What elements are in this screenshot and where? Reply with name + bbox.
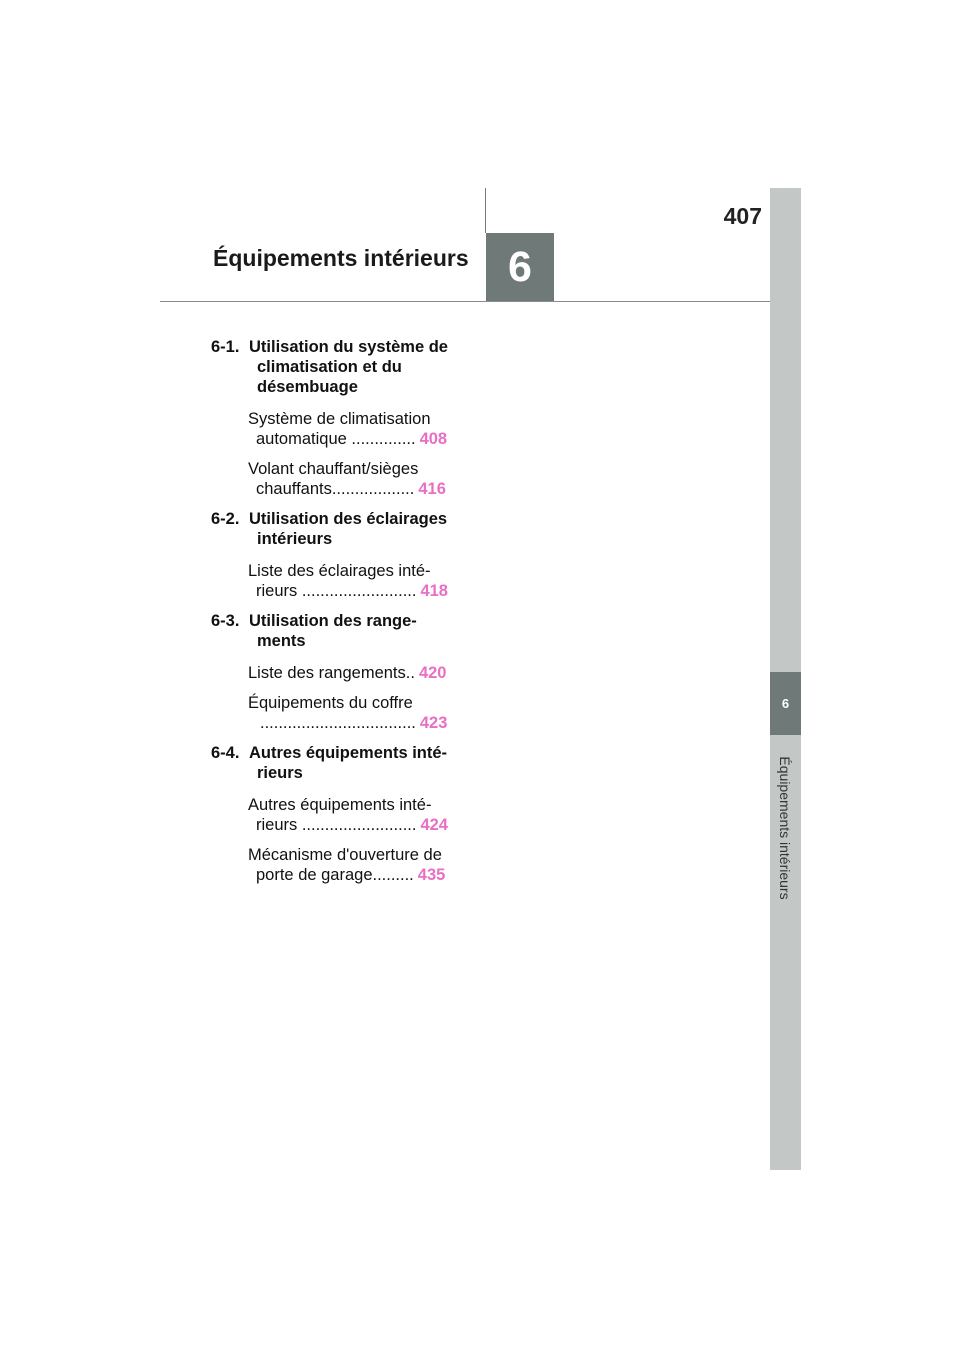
entry-page-link[interactable]: 435 xyxy=(417,866,446,884)
side-tab-label: Équipements intérieurs xyxy=(777,756,793,900)
toc-section-6-2 xyxy=(211,509,463,549)
toc-entry[interactable] xyxy=(211,845,463,885)
toc-section-6-3 xyxy=(211,611,463,651)
entry-page-link[interactable]: 418 xyxy=(420,582,448,600)
entry-leader: chauffants.................. xyxy=(256,480,415,498)
section-number: 6-3. xyxy=(211,612,240,630)
section-number: 6-4. xyxy=(211,744,240,762)
chapter-title: Équipements intérieurs xyxy=(213,245,469,271)
entry-title: Liste des rangements.. xyxy=(248,664,415,682)
page-number: 407 xyxy=(723,203,762,229)
toc-entry[interactable] xyxy=(211,459,463,499)
section-title: Utilisation des range- ments xyxy=(249,612,417,650)
toc-entry[interactable] xyxy=(211,693,463,733)
section-title: Autres équipements inté- rieurs xyxy=(249,744,448,782)
header-vertical-rule xyxy=(485,188,486,233)
entry-title: Liste des éclairages inté- xyxy=(248,562,431,580)
entry-page-link[interactable]: 424 xyxy=(420,816,448,834)
entry-leader: rieurs ......................... xyxy=(256,816,417,834)
entry-page-link[interactable]: 420 xyxy=(418,664,447,682)
chapter-number-badge: 6 xyxy=(486,233,554,301)
section-number: 6-1. xyxy=(211,338,240,356)
toc-entry[interactable] xyxy=(211,663,463,683)
header-rule xyxy=(160,301,770,302)
section-number: 6-2. xyxy=(211,510,240,528)
entry-page-link[interactable]: 423 xyxy=(419,714,448,732)
toc-section-6-4 xyxy=(211,743,463,783)
entry-leader: porte de garage......... xyxy=(256,866,414,884)
toc-entry[interactable] xyxy=(211,795,463,835)
toc-entry[interactable] xyxy=(211,561,463,601)
section-title: Utilisation du système de climatisation et du désembuage xyxy=(249,338,448,396)
section-title: Utilisation des éclairages intérieurs xyxy=(249,510,448,548)
table-of-contents xyxy=(211,337,463,895)
entry-title: Autres équipements inté- xyxy=(248,796,432,814)
toc-entry[interactable] xyxy=(211,409,463,449)
entry-title: Équipements du coffre xyxy=(248,694,413,712)
entry-title: Volant chauffant/sièges xyxy=(248,460,419,478)
side-tab-chapter-number[interactable]: 6 xyxy=(770,672,801,735)
entry-leader: rieurs ......................... xyxy=(256,582,417,600)
entry-page-link[interactable]: 408 xyxy=(419,430,448,448)
entry-title: Système de climatisation xyxy=(248,410,431,428)
entry-title: Mécanisme d'ouverture de xyxy=(248,846,442,864)
entry-page-link[interactable]: 416 xyxy=(418,480,446,498)
entry-leader: .................................. xyxy=(260,714,416,732)
toc-section-6-1 xyxy=(211,337,463,397)
entry-leader: automatique .............. xyxy=(256,430,416,448)
